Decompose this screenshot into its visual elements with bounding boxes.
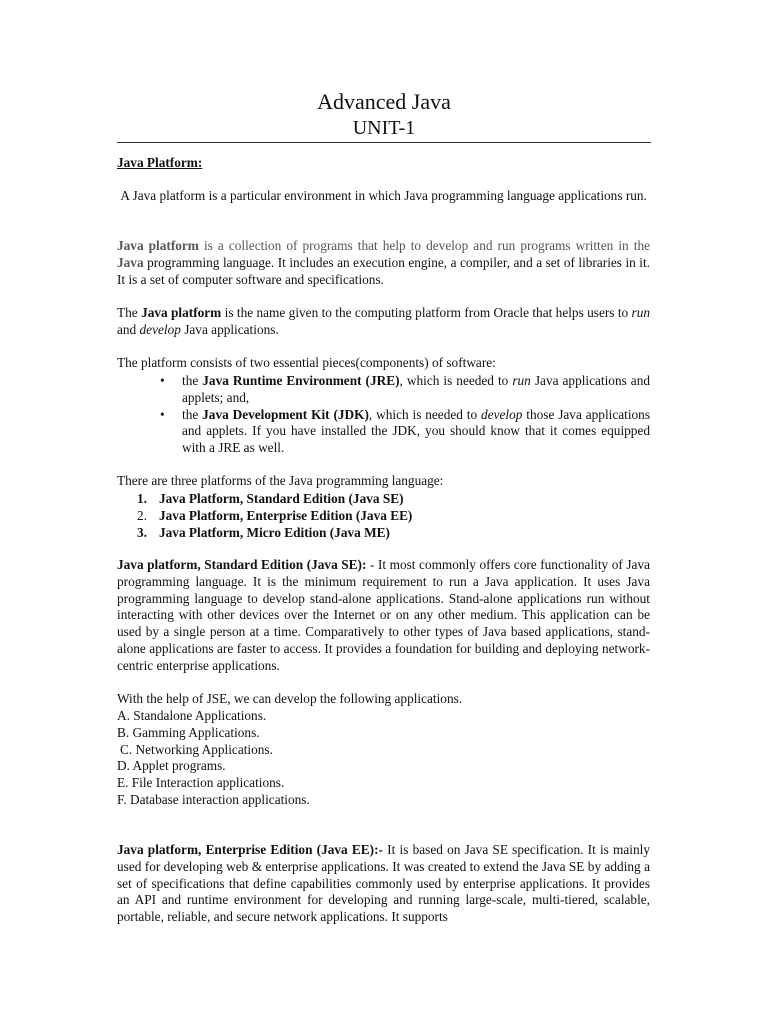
p2-text-1: is a collection of programs that help to develop and run programs written in the <box>198 238 650 253</box>
list-number: 2. <box>137 508 147 523</box>
list-item: D. Applet programs. <box>117 758 226 774</box>
list-item <box>137 490 650 507</box>
java-se-heading: Java platform, Standard Edition (Java SE): <box>117 557 367 572</box>
p3-text-1: The <box>117 305 142 320</box>
list-item: B. Gamming Applications. <box>117 724 260 740</box>
list-label: Java Platform, Standard Edition (Java SE) <box>159 491 404 506</box>
list-item <box>137 524 650 541</box>
document-subtitle: UNIT-1 <box>352 117 416 139</box>
java-ee-text: It is based on Java SE specification. It is mainly used for developing web & enterprise applications. It was created to extend the Java SE by adding a set of specifications that define capabilities commonly used by enterprise applications. It provides an API and runtime environment for developing and running large-scale, multi-tiered, scalable, portable, reliable, and secure network applications. It supports <box>117 842 650 925</box>
java-se-text: - It most commonly offers core functionality of Java programming language. It is the minimum requirement to run a Java application. It uses Java programming language to develop stand-alone applications. Stand-alone applications run without interacting with other devices over the Internet or on any other medium. This application can be used by a single person at a time. Comparatively to other types of Java based applications, stand-alone applications are faster to access. It provides a foundation for building and deploying network-centric enterprise applications. <box>117 557 650 673</box>
list-item: C. Networking Applications. <box>120 741 273 757</box>
list-item: E. File Interaction applications. <box>117 775 285 791</box>
p3-text-4: Java applications. <box>180 321 279 337</box>
java-ee-heading: Java platform, Enterprise Edition (Java EE):- <box>117 842 383 857</box>
paragraph-platforms: There are three platforms of the Java programming language: <box>117 473 444 488</box>
paragraph-collection <box>117 238 650 288</box>
document-title: Advanced Java <box>317 89 451 114</box>
list-number: 3. <box>137 525 147 540</box>
list-number: 1. <box>137 491 147 506</box>
paragraph-jse-apps: With the help of JSE, we can develop the following applications. <box>117 691 463 706</box>
applications-list <box>117 708 650 809</box>
list-item <box>160 407 650 457</box>
components-list <box>160 373 650 457</box>
bullet-bold: Java Runtime Environment (JRE) <box>202 373 400 388</box>
bullet-text: the <box>182 373 203 388</box>
bullet-text: Java applications and applets; and, <box>182 373 650 405</box>
p2-bold-1: Java platform <box>117 238 199 253</box>
bullet-icon: • <box>160 373 165 388</box>
bullet-text: the <box>182 406 203 422</box>
paragraph-intro-text: A Java platform is a particular environment in which Java programming language applications run. <box>120 188 647 203</box>
list-item: A. Standalone Applications. <box>117 708 267 723</box>
bullet-icon: • <box>160 406 165 422</box>
paragraph-components: The platform consists of two essential pieces(components) of software: <box>117 355 496 370</box>
p2-bold-2: Java <box>117 254 144 270</box>
paragraph-java-se <box>117 557 650 675</box>
paragraph-intro <box>117 188 650 205</box>
title-divider <box>117 142 651 143</box>
list-item <box>160 373 650 407</box>
p3-text-2: is the name given to the computing platform from Oracle that helps users to <box>221 305 632 320</box>
bullet-text: those Java applications and applets. If you have installed the JDK, you should know that it comes equipped with a JRE as well. <box>182 406 650 456</box>
bullet-italic: run <box>512 373 531 388</box>
paragraph-oracle <box>117 305 650 339</box>
list-label: Java Platform, Micro Edition (Java ME) <box>159 525 390 540</box>
list-item: F. Database interaction applications. <box>117 791 310 807</box>
platforms-list <box>137 490 650 541</box>
p3-bold: Java platform <box>141 305 222 320</box>
list-label: Java Platform, Enterprise Edition (Java EE) <box>159 508 413 523</box>
p3-italic-run: run <box>631 305 651 320</box>
p3-text-3: and <box>117 321 140 337</box>
bullet-italic: develop <box>481 406 523 422</box>
p2-text-2: programming language. It includes an execution engine, a compiler, and a set of libraries in it. It is a set of computer software and specifications. <box>117 254 650 287</box>
p3-italic-develop: develop <box>139 321 181 337</box>
paragraph-java-ee <box>117 842 650 926</box>
list-item <box>137 507 650 524</box>
section-heading: Java Platform: <box>117 155 203 170</box>
bullet-text: , which is needed to <box>368 406 482 422</box>
bullet-bold: Java Development Kit (JDK) <box>202 406 369 422</box>
bullet-text: , which is needed to <box>399 373 513 388</box>
